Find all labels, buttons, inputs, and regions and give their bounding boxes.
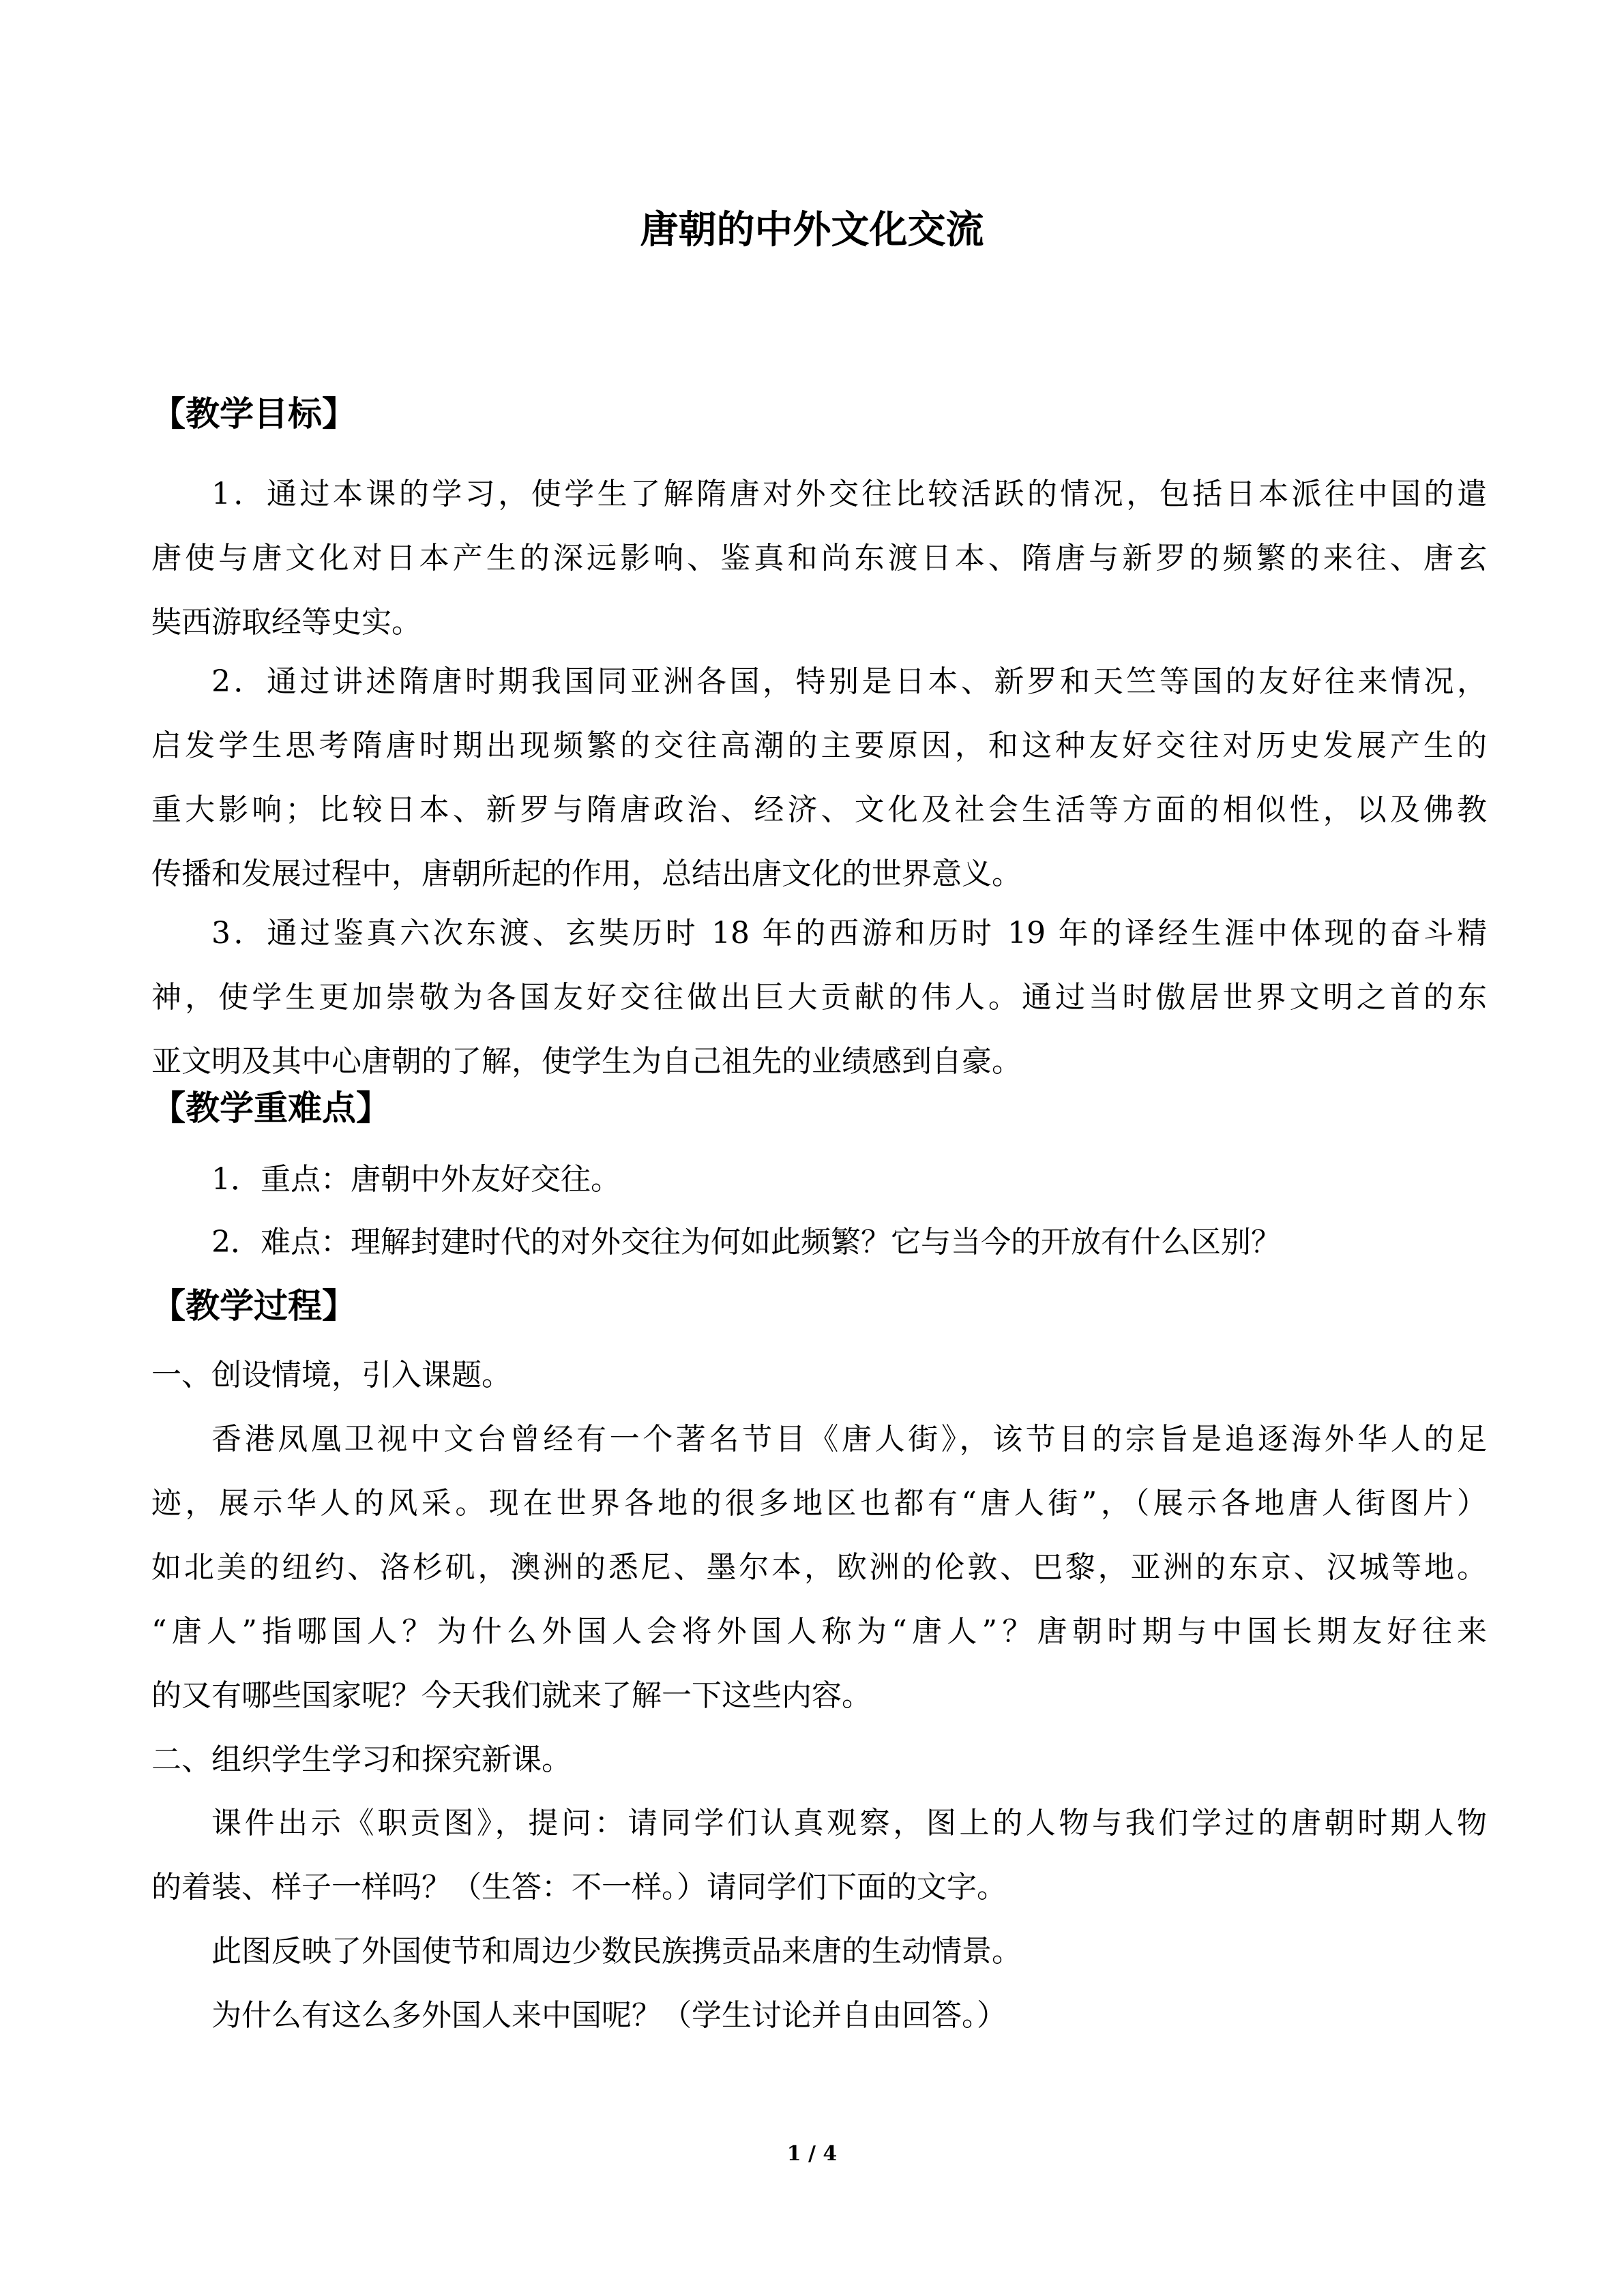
intro-paragraph-line-2: 迹，展示华人的风采。现在世界各地的很多地区也都有“唐人街”，（展示各地唐人街图片） xyxy=(151,1486,1487,1521)
section-heading-keypoints: 【教学重难点】 xyxy=(151,1088,390,1128)
objective-2-line-3: 重大影响；比较日本、新罗与隋唐政治、经济、文化及社会生活等方面的相似性，以及佛教 xyxy=(151,792,1487,827)
objective-3-line-1: 3．通过鉴真六次东渡、玄奘历时 18 年的西游和历时 19 年的译经生涯中体现的奋斗精 xyxy=(211,916,1487,951)
process-step-2-heading: 二、组织学生学习和探究新课。 xyxy=(151,1742,572,1777)
document-title: 唐朝的中外文化交流 xyxy=(640,208,984,252)
section-heading-process: 【教学过程】 xyxy=(151,1286,356,1326)
objective-2-line-1: 2．通过讲述隋唐时期我国同亚洲各国，特别是日本、新罗和天竺等国的友好往来情况， xyxy=(211,664,1487,699)
objective-1-line-3: 奘西游取经等史实。 xyxy=(151,605,422,640)
page-number: 1 / 4 xyxy=(786,2142,838,2166)
process-step-1-heading: 一、创设情境，引入课题。 xyxy=(151,1358,512,1392)
intro-paragraph-line-3: 如北美的纽约、洛杉矶，澳洲的悉尼、墨尔本，欧洲的伦敦、巴黎，亚洲的东京、汉城等地。 xyxy=(151,1550,1487,1585)
intro-paragraph-line-4: “唐人”指哪国人？为什么外国人会将外国人称为“唐人”？唐朝时期与中国长期友好往来 xyxy=(151,1614,1487,1649)
courseware-paragraph-line-2: 的着装、样子一样吗？（生答：不一样。）请同学们下面的文字。 xyxy=(151,1870,1007,1905)
section-heading-objectives: 【教学目标】 xyxy=(151,394,356,434)
objective-1-line-1: 1．通过本课的学习，使学生了解隋唐对外交往比较活跃的情况，包括日本派往中国的遣 xyxy=(211,477,1487,511)
objective-2-line-2: 启发学生思考隋唐时期出现频繁的交往高潮的主要原因，和这种友好交往对历史发展产生的 xyxy=(151,728,1487,763)
discussion-question-line: 为什么有这么多外国人来中国呢？（学生讨论并自由回答。） xyxy=(211,1998,1007,2033)
intro-paragraph-line-1: 香港凤凰卫视中文台曾经有一个著名节目《唐人街》，该节目的宗旨是追逐海外华人的足 xyxy=(211,1422,1487,1457)
courseware-paragraph-line-1: 课件出示《职贡图》，提问：请同学们认真观察，图上的人物与我们学过的唐朝时期人物 xyxy=(211,1806,1487,1840)
objective-2-line-4: 传播和发展过程中，唐朝所起的作用，总结出唐文化的世界意义。 xyxy=(151,856,1022,891)
image-description-line: 此图反映了外国使节和周边少数民族携贡品来唐的生动情景。 xyxy=(211,1934,1022,1969)
objective-1-line-2: 唐使与唐文化对日本产生的深远影响、鉴真和尚东渡日本、隋唐与新罗的频繁的来往、唐玄 xyxy=(151,541,1487,576)
keypoint-line: 1．重点：唐朝中外友好交往。 xyxy=(211,1162,621,1197)
difficulty-line: 2．难点：理解封建时代的对外交往为何如此频繁？它与当今的开放有什么区别？ xyxy=(211,1225,1281,1259)
objective-3-line-2: 神，使学生更加崇敬为各国友好交往做出巨大贡献的伟人。通过当时傲居世界文明之首的东 xyxy=(151,980,1487,1015)
intro-paragraph-line-5: 的又有哪些国家呢？今天我们就来了解一下这些内容。 xyxy=(151,1678,872,1713)
objective-3-line-3: 亚文明及其中心唐朝的了解，使学生为自己祖先的业绩感到自豪。 xyxy=(151,1044,1022,1079)
